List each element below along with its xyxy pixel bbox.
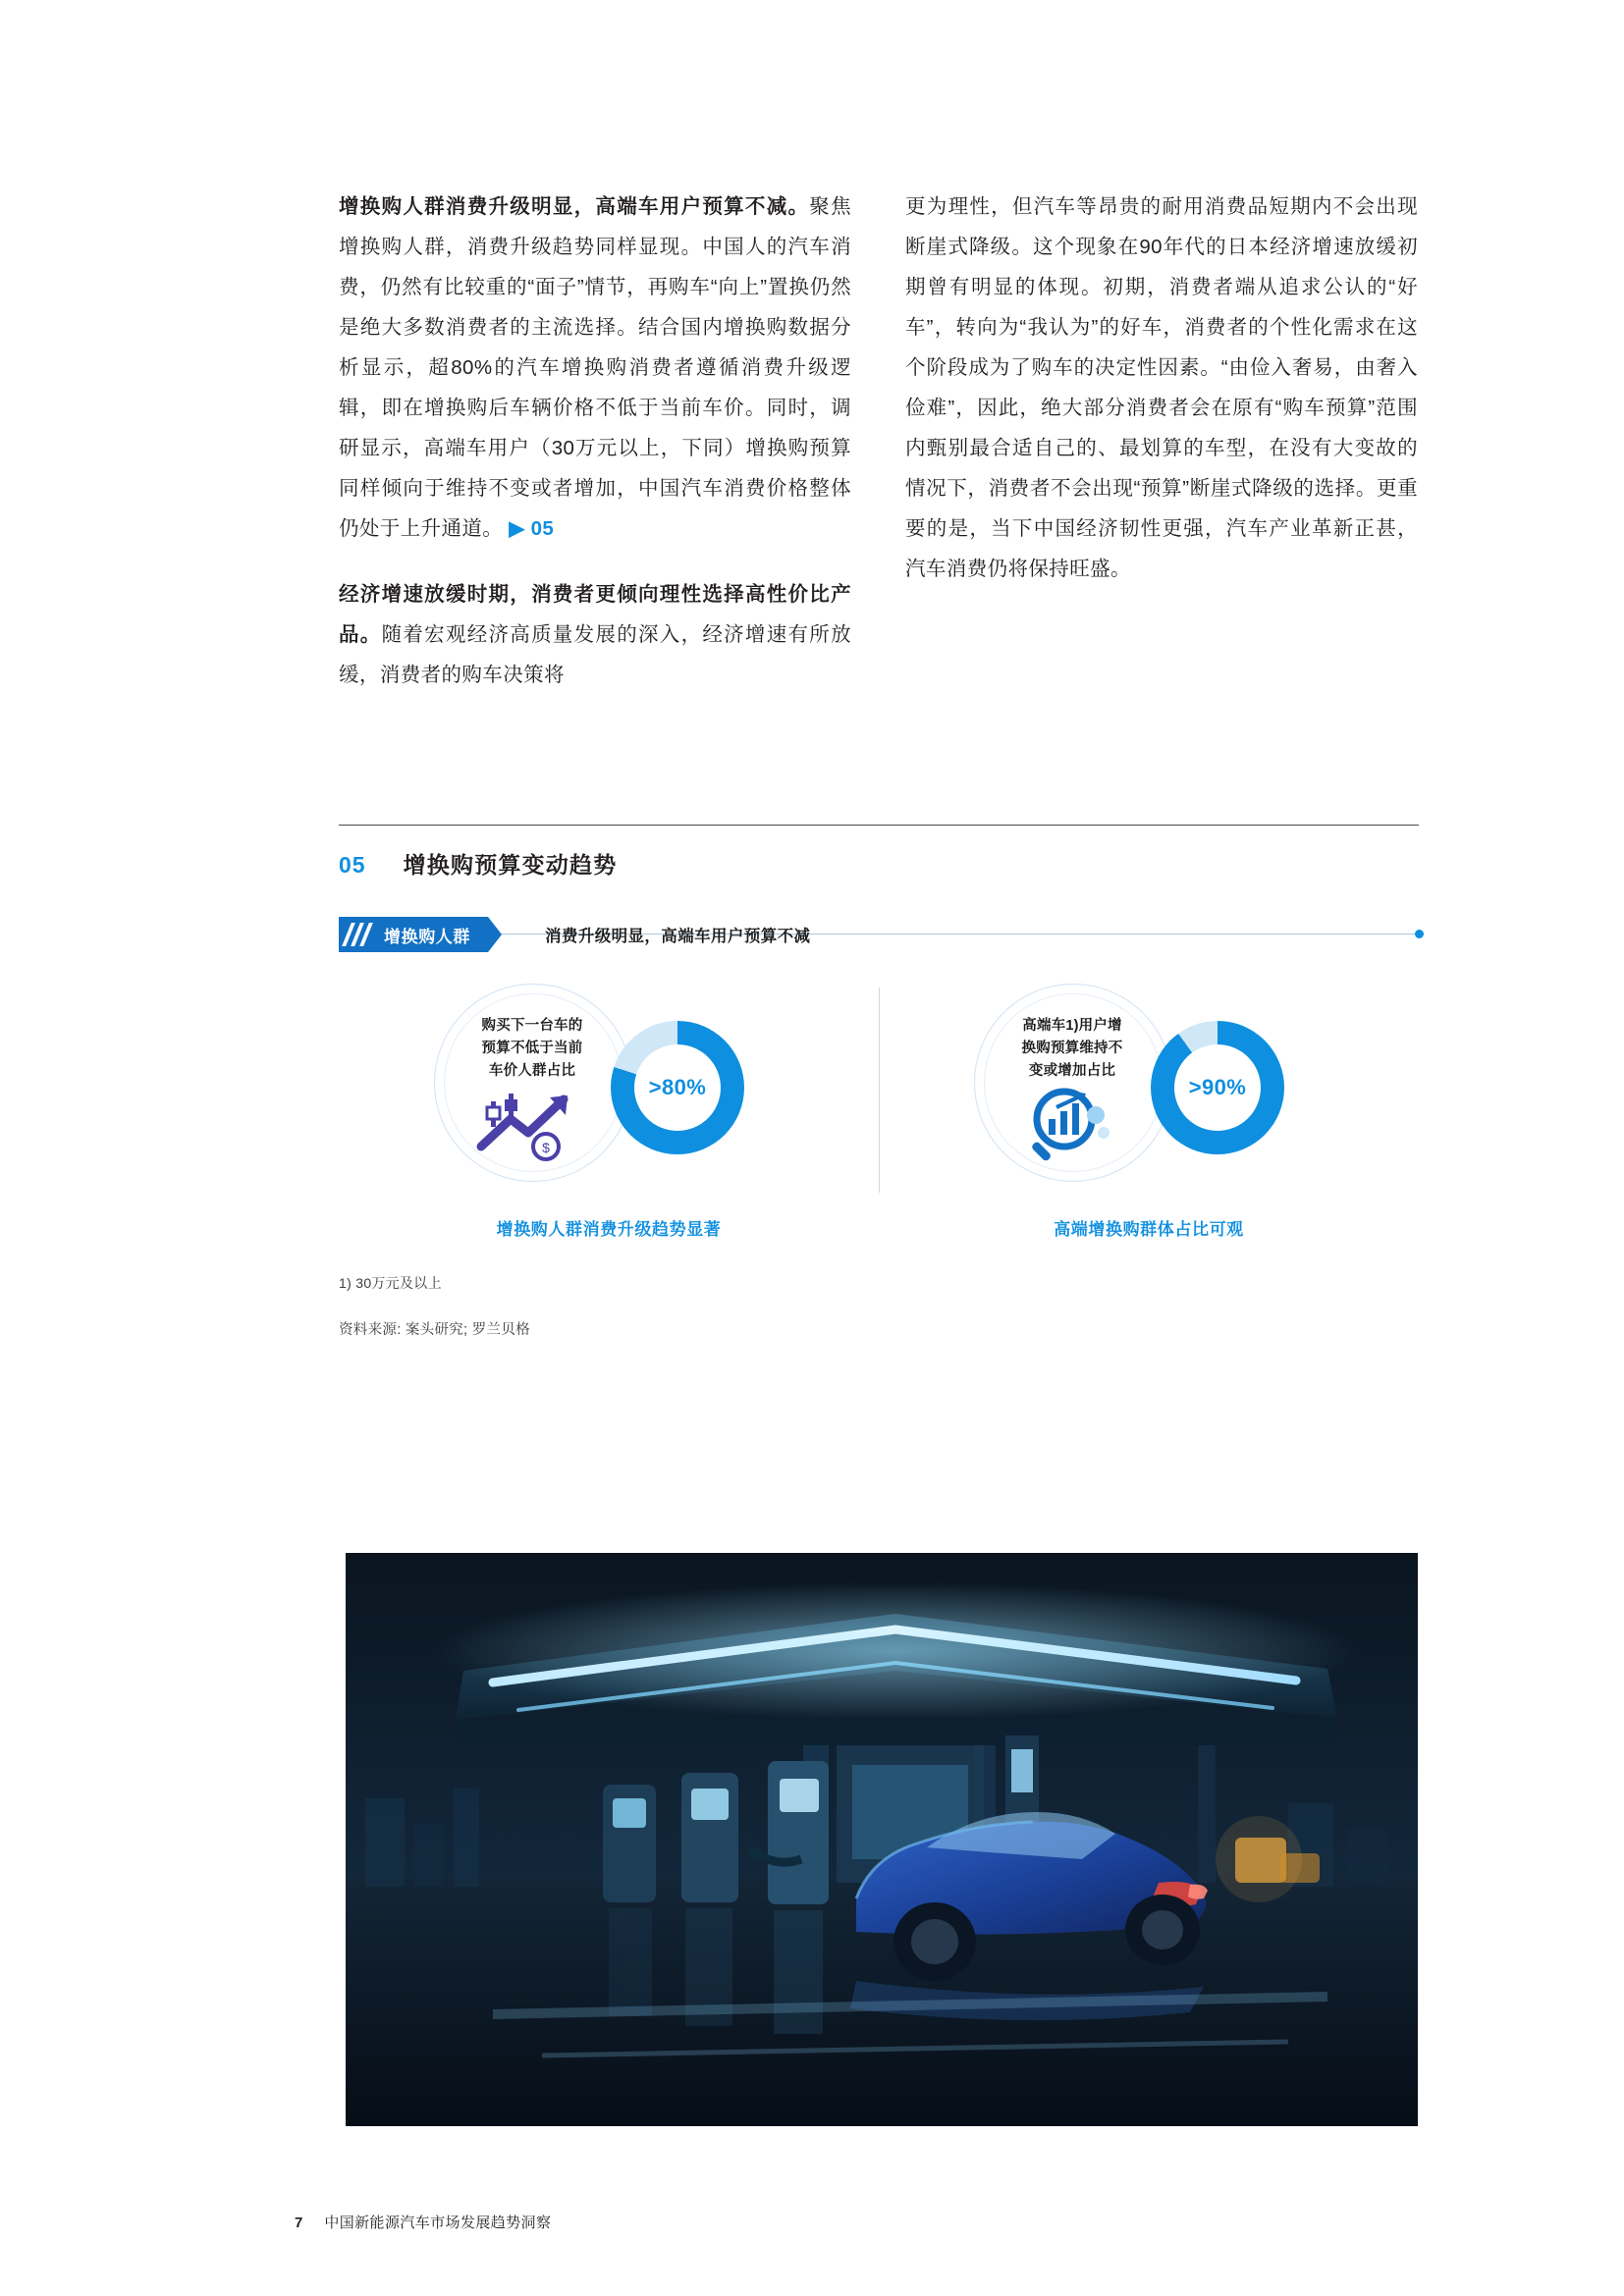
paragraph-text: 更为理性，但汽车等昂贵的耐用消费品短期内不会出现断崖式降级。这个现象在90年代的日本经济增速放缓初期曾有明显的体现。初期，消费者端从追求公认的“好车”，转向为“我认为”的好车，消费者的个性化需求在这个阶段成为了购车的决定性因素。“由俭入奢易，由奢入俭难”，因此，绝大部分消费者会在原有“购车预算”范围内甄别最合适自己的、最划算的车型，在没有大变故的情况下，消费者不会出现“预算”断崖式降级的选择。更重要的是，当下中国经济韧性更强，汽车产业革新正甚，汽车消费仍将保持旺盛。 [905, 195, 1418, 580]
paragraph-lead: 增换购人群消费升级明显，高端车用户预算不减。 [339, 195, 810, 218]
paragraph-text: 聚焦增换购人群，消费升级趋势同样显现。中国人的汽车消费，仍然有比较重的“面子”情节，再购车“向上”置换仍然是绝大多数消费者的主流选择。结合国内增换购数据分析显示，超80%的汽车增换购消费者遵循消费升级逻辑，即在增换购后车辆价格不低于当前车价。同时，调研显示，高端车用户（30万元以上，下同）增换购预算同样倾向于维持不变或者增加，中国汽车消费价格整体仍处于上升通道。 [339, 195, 851, 540]
page-footer [295, 2212, 551, 2232]
panel-caption: 增换购人群消费升级趋势显著 [496, 1220, 722, 1239]
body-columns [339, 187, 1419, 721]
donut-chart [1151, 1021, 1284, 1154]
banner-tag [339, 917, 488, 952]
panel-premium-share [879, 980, 1419, 1240]
panel-upgrade-share [339, 980, 879, 1240]
slash-stripes-icon [347, 923, 380, 946]
exhibit-footnote: 1) 30万元及以上 [339, 1275, 442, 1291]
exhibit-block [339, 825, 1419, 1339]
arrow-up-chart-icon [473, 1086, 591, 1164]
panel-visual [383, 980, 835, 1186]
exhibit-header [339, 826, 1419, 880]
paragraph [339, 574, 851, 695]
svg-text:$: $ [542, 1140, 550, 1155]
paragraph [905, 187, 1418, 589]
banner-tag-label: 增换购人群 [384, 927, 470, 946]
panel-visual [923, 980, 1375, 1186]
magnifier-bar-chart-icon [1013, 1086, 1131, 1164]
panel-halo-label: 高端车1)用户增 换购预算维持不 变或增加占比 [1021, 1018, 1123, 1079]
exhibit-panels [339, 980, 1419, 1240]
paragraph-text: 随着宏观经济高质量发展的深入，经济增速有所放缓，消费者的购车决策将 [339, 623, 851, 686]
paragraph [339, 187, 851, 549]
panel-halo-label: 购买下一台车的 预算不低于当前 车价人群占比 [481, 1018, 583, 1079]
panel-caption: 高端增换购群体占比可观 [1054, 1220, 1244, 1239]
exhibit-title: 增换购预算变动趋势 [403, 852, 618, 878]
exhibit-banner [339, 917, 1419, 952]
banner-end-dot [1415, 930, 1424, 938]
page-number: 7 [295, 2215, 303, 2231]
donut-value: >80% [634, 1044, 721, 1131]
exhibit-reference: ▶ 05 [509, 517, 555, 540]
exhibit-source: 资料来源: 案头研究; 罗兰贝格 [339, 1322, 530, 1338]
left-column [339, 187, 851, 721]
donut-chart [611, 1021, 744, 1154]
banner-subtitle: 消费升级明显，高端车用户预算不减 [545, 928, 811, 945]
footer-document-title: 中国新能源汽车市场发展趋势洞察 [324, 2215, 552, 2231]
hero-photo [346, 1553, 1418, 2126]
right-column [905, 187, 1418, 721]
paragraph-lead: 经济增速放缓时期，消费者更倾向理性选择高性价比产品。 [339, 583, 851, 646]
exhibit-number: 05 [339, 852, 366, 878]
donut-value: >90% [1174, 1044, 1261, 1131]
